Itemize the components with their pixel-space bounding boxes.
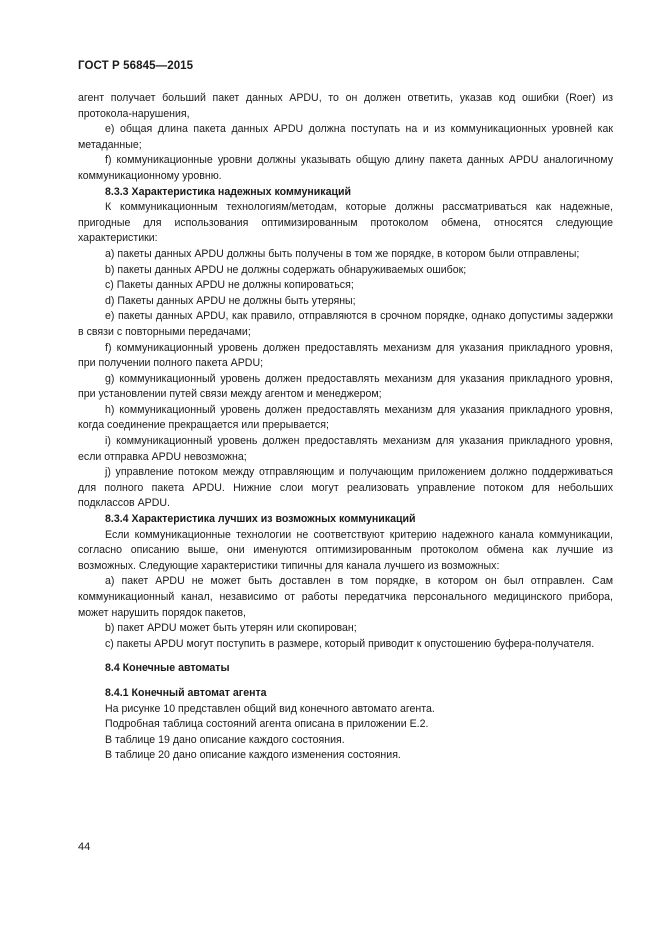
list-item: f) коммуникационные уровни должны указывать общую длину пакета данных APDU аналогичному коммуникационному уровню. bbox=[78, 154, 613, 182]
list-item: e) общая длина пакета данных APDU должна поступать на и из коммуникационных уровней как метаданные; bbox=[78, 123, 613, 151]
list-item: f) коммуникационный уровень должен предоставлять механизм для указания прикладного уровня, при получении полного пакета APDU; bbox=[78, 341, 613, 370]
paragraph: В таблице 19 дано описание каждого состояния. bbox=[105, 733, 345, 746]
list-item: c) пакеты APDU могут поступить в размере, который приводит к опустошению буфера-получателя. bbox=[105, 637, 595, 650]
document-body bbox=[78, 91, 613, 764]
section-heading-8-4: 8.4 Конечные автоматы bbox=[105, 662, 230, 675]
list-item: c) Пакеты данных APDU не должны копироваться; bbox=[105, 279, 354, 292]
list-item: d) Пакеты данных APDU не должны быть утеряны; bbox=[105, 294, 356, 307]
paragraph: На рисунке 10 представлен общий вид конечного автомато агента. bbox=[105, 702, 435, 715]
list-item: i) коммуникационный уровень должен предоставлять механизм для указания прикладного уровня, если отправка APDU невозможна; bbox=[78, 435, 613, 463]
list-item: g) коммуникационный уровень должен предоставлять механизм для указания прикладного уровня, при установлении путей связи между агентом и менеджером; bbox=[78, 372, 613, 401]
list-item: b) пакеты данных APDU не должны содержать обнаруживаемых ошибок; bbox=[105, 263, 467, 276]
paragraph-continuation: агент получает больший пакет данных APDU, то он должен ответить, указав код ошибки (Roer) из протокола-нарушения, bbox=[78, 92, 613, 120]
paragraph: В таблице 20 дано описание каждого изменения состояния. bbox=[105, 749, 401, 762]
section-heading-8-4-1: 8.4.1 Конечный автомат агента bbox=[105, 686, 267, 699]
list-item: b) пакет APDU может быть утерян или скопирован; bbox=[105, 622, 357, 635]
list-item: a) пакет APDU не может быть доставлен в том порядке, в котором он был отправлен. Сам коммуникационный канал, независимо от работы передатчика персонального медицинского прибора, может нарушить порядок пакетов, bbox=[78, 575, 613, 619]
document-header: ГОСТ Р 56845—2015 bbox=[78, 60, 194, 72]
list-item: a) пакеты данных APDU должны быть получены в том же порядке, в котором были отправлены; bbox=[105, 247, 580, 260]
section-intro: Если коммуникационные технологии не соответствуют критерию надежного канала коммуникации, согласно описанию выше, они именуются оптимизированным протоколом обмена как лучшие из возможных. Следующие характеристики типичны для канала лучшего из возможных: bbox=[78, 528, 613, 572]
list-item: j) управление потоком между отправляющим и получающим приложением должно поддерживаться для полного пакета APDU. Нижние слои могут реализовать управление потоком для небольших подклассов APDU. bbox=[78, 466, 613, 510]
section-heading-8-3-4: 8.3.4 Характеристика лучших из возможных коммуникаций bbox=[105, 513, 416, 526]
section-intro: К коммуникационным технологиям/методам, которые должны рассматриваться как надежные, пригодные для использования оптимизированным протоколом обмена, относятся следующие характеристики: bbox=[78, 201, 613, 245]
list-item: h) коммуникационный уровень должен предоставлять механизм для указания прикладного уровня, когда соединение прекращается или прерывается; bbox=[78, 403, 613, 432]
section-heading-8-3-3: 8.3.3 Характеристика надежных коммуникаций bbox=[105, 185, 352, 198]
page-number: 44 bbox=[78, 841, 91, 853]
paragraph: Подробная таблица состояний агента описана в приложении Е.2. bbox=[105, 718, 429, 731]
list-item: e) пакеты данных APDU, как правило, отправляются в срочном порядке, однако допустимы задержки в связи с повторными передачами; bbox=[78, 310, 613, 338]
